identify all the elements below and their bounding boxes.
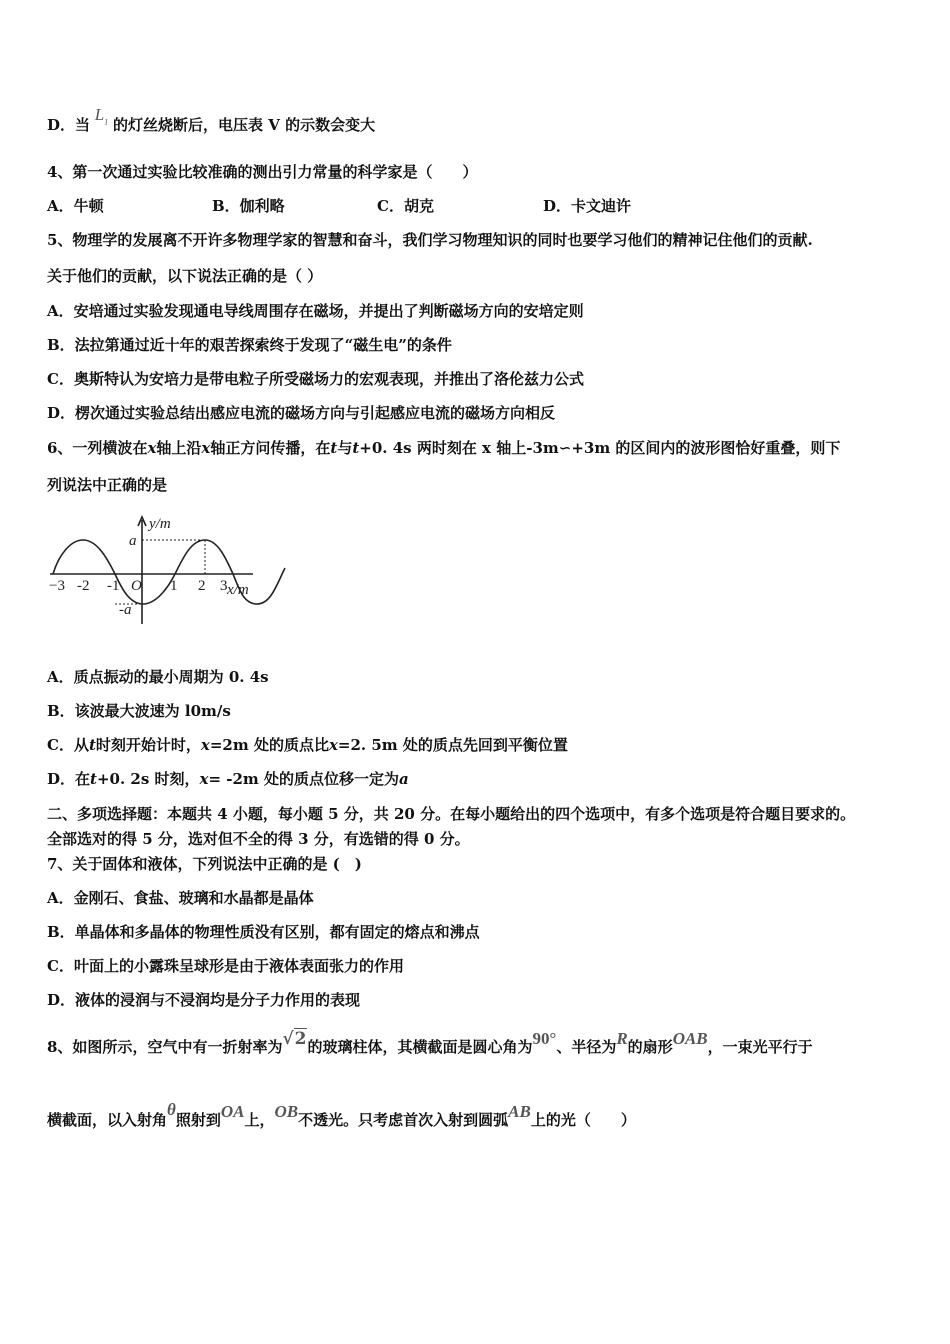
q7-option-b: B．单晶体和多晶体的物理性质没有区别，都有固定的熔点和沸点 [47, 923, 480, 941]
q6-option-b: B．该波最大波速为 l0m/s [47, 702, 231, 720]
q5-stem-line2: 关于他们的贡献，以下说法正确的是（ ） [47, 267, 323, 285]
q6-option-d: D．在t+0. 2s 时刻，x= -2m 处的质点位移一定为a [47, 770, 409, 788]
q5-option-b: B．法拉第通过近十年的艰苦探索终于发现了“磁生电”的条件 [47, 336, 452, 354]
sqrt-2: √2 [282, 1029, 307, 1049]
q8-stem-line1: 8、如图所示，空气中有一折射率为√2的玻璃柱体，其横截面是圆心角为90°、半径为R的扇形OAB，一束光平行于 [47, 1029, 813, 1056]
q3-option-d [47, 105, 376, 142]
q5-option-c: C．奥斯特认为安培力是带电粒子所受磁场力的宏观表现，并推出了洛伦兹力公式 [47, 370, 584, 388]
q6-stem-line1: 6、一列横波在x轴上沿x轴正方问传播，在t与t+0. 4s 两时刻在 x 轴上-3m∽+3m 的区间内的波形图恰好重叠，则下 [47, 439, 841, 457]
tick-1: 1 [170, 578, 178, 594]
q6-option-a: A．质点振动的最小周期为 0. 4s [47, 668, 269, 686]
q7-option-a: A．金刚石、食盐、玻璃和水晶都是晶体 [47, 889, 314, 907]
label-origin: O [131, 578, 142, 594]
option-label: D．当 [47, 116, 91, 134]
q4-option-b: B．伽利略 [212, 197, 285, 215]
x-axis-label: x/m [227, 582, 249, 598]
q6-option-c: C．从t时刻开始计时，x=2m 处的质点比x=2. 5m 处的质点先回到平衡位置 [47, 736, 568, 754]
q5-stem-line1: 5、物理学的发展离不开许多物理学家的智慧和奋斗，我们学习物理知识的同时也要学习他们的精神记住他们的贡献. [47, 231, 813, 249]
option-text: 的灯丝烧断后，电压表 V 的示数会变大 [113, 116, 376, 134]
q7-stem: 7、关于固体和液体，下列说法中正确的是 ( ) [47, 855, 362, 873]
q4-option-c: C．胡克 [377, 197, 434, 215]
section2-intro-line2: 全部选对的得 5 分，选对但不全的得 3 分，有选错的得 0 分。 [47, 830, 470, 848]
tick-neg1: -1 [107, 578, 120, 594]
y-axis-label: y/m [149, 516, 171, 532]
q4-stem: 4、第一次通过实验比较准确的测出引力常量的科学家是（ ） [47, 163, 478, 181]
label-a: a [129, 533, 137, 549]
q4-option-a: A．牛顿 [47, 197, 104, 215]
wave-curve [53, 540, 285, 604]
section2-intro-line1: 二、多项选择题：本题共 4 小题，每小题 5 分，共 20 分。在每小题给出的四个选项中，有多个选项是符合题目要求的。 [47, 805, 856, 823]
q5-option-d: D．楞次通过实验总结出感应电流的磁场方向与引起感应电流的磁场方向相反 [47, 404, 556, 422]
q7-option-d: D．液体的浸润与不浸润均是分子力作用的表现 [47, 991, 361, 1009]
tick-2: 2 [198, 578, 206, 594]
tick-neg3: −3 [49, 578, 65, 594]
math-l1: $L_1$ [94, 105, 109, 127]
q5-option-a: A．安培通过实验发现通电导线周围存在磁场，并提出了判断磁场方向的安培定则 [47, 302, 584, 320]
q7-option-c: C．叶面上的小露珠呈球形是由于液体表面张力的作用 [47, 957, 404, 975]
tick-neg2: -2 [77, 578, 90, 594]
wave-figure [45, 512, 295, 630]
q6-stem-line2: 列说法中正确的是 [47, 476, 168, 494]
q4-option-d: D．卡文迪许 [543, 197, 632, 215]
q8-stem-line2: 横截面，以入射角θ照射到OA上，OB不透光。只考虑首次入射到圆弧AB上的光（ ） [47, 1100, 636, 1129]
tick-3: 3 [220, 578, 228, 594]
label-neg-a: -a [119, 602, 132, 618]
